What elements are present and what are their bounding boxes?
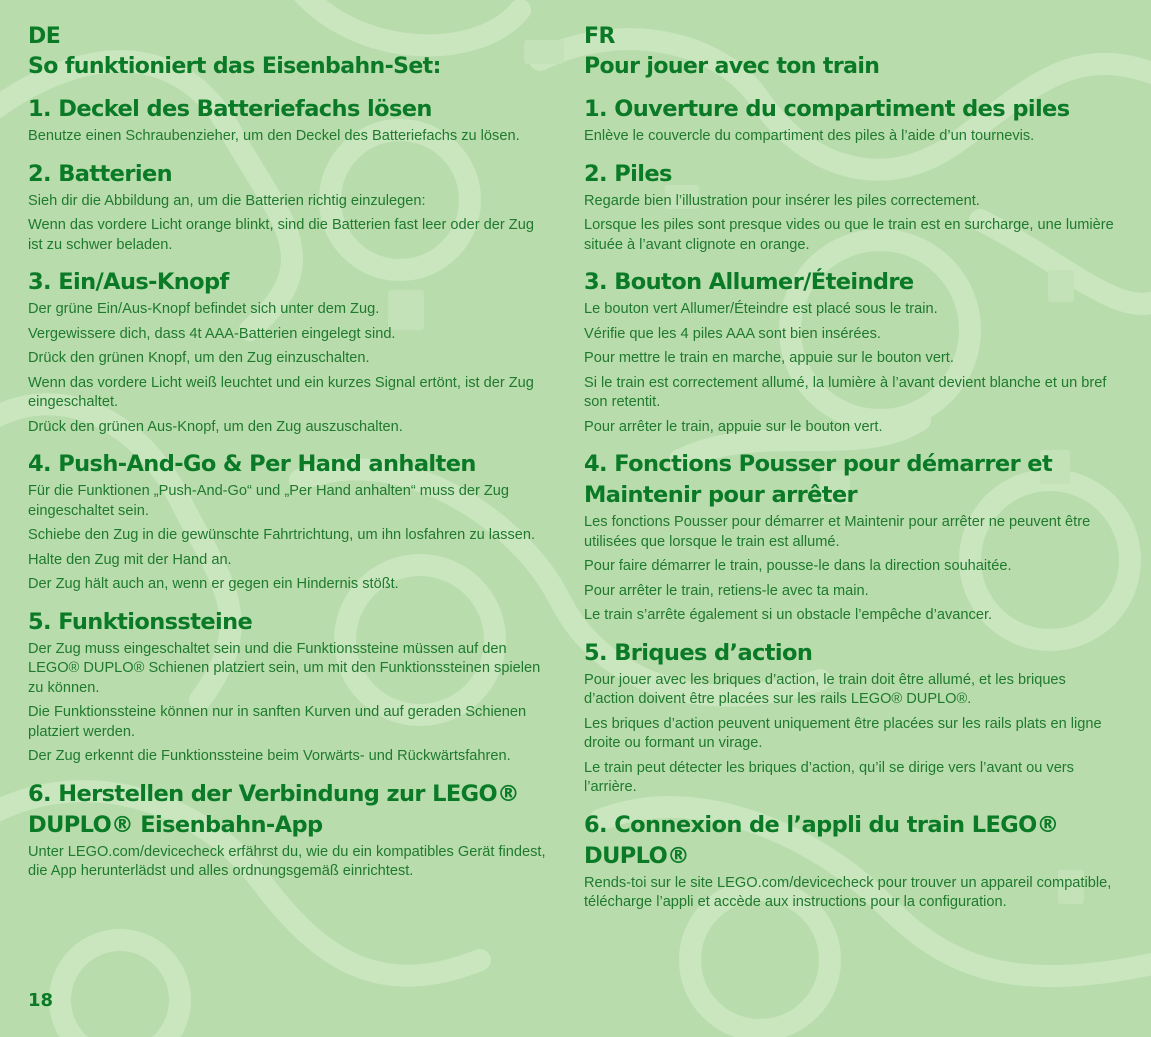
intro-heading-de: So funktioniert das Eisenbahn-Set: <box>28 54 441 79</box>
section-paragraph: Der Zug muss eingeschaltet sein und die Funktionssteine müssen auf den LEGO® DUPLO® Schienen platziert sein, um mit den Funktionssteinen spielen zu können. <box>28 640 541 696</box>
section-paragraph: Pour mettre le train en marche, appuie sur le bouton vert. <box>584 350 954 366</box>
german-column <box>28 22 548 894</box>
page-number: 18 <box>28 990 54 1011</box>
section-paragraph: Der grüne Ein/Aus-Knopf befindet sich unter dem Zug. <box>28 301 380 317</box>
section-heading: 5. Briques d’action <box>584 639 813 666</box>
section-paragraph: Der Zug erkennt die Funktionssteine beim Vorwärts- und Rückwärtsfahren. <box>28 748 511 764</box>
section-1 <box>584 94 1114 147</box>
section-3 <box>584 267 1114 437</box>
section-paragraph: Pour arrêter le train, appuie sur le bouton vert. <box>584 418 883 435</box>
section-paragraph: Le train s’arrête également si un obstacle l’empêche d’avancer. <box>584 607 993 623</box>
section-5 <box>584 638 1114 798</box>
section-heading: 5. Funktionssteine <box>28 608 253 635</box>
section-paragraph: Les briques d’action peuvent uniquement être placées sur les rails plats en ligne droite ou formant un virage. <box>584 715 1102 751</box>
section-6 <box>584 810 1114 913</box>
section-heading: 2. Piles <box>584 160 672 187</box>
section-paragraph: Wenn das vordere Licht weiß leuchtet und ein kurzes Signal ertönt, ist der Zug eingeschaltet. <box>28 374 534 410</box>
section-heading: 6. Herstellen der Verbindung zur LEGO® DUPLO® Eisenbahn-App <box>28 780 519 838</box>
section-paragraph: Unter LEGO.com/devicecheck erfährst du, wie du ein kompatibles Gerät findest, die App herunterlädst und alles ordnungsgemäß einrichtest. <box>28 843 546 879</box>
section-heading: 3. Ein/Aus-Knopf <box>28 269 229 295</box>
section-paragraph: Schiebe den Zug in die gewünschte Fahrtrichtung, um ihn losfahren zu lassen. <box>28 527 536 543</box>
section-paragraph: Le bouton vert Allumer/Éteindre est placé sous le train. <box>584 301 938 317</box>
section-heading: 2. Batterien <box>28 160 173 187</box>
de-sections <box>28 94 548 882</box>
section-paragraph: Der Zug hält auch an, wenn er gegen ein Hindernis stößt. <box>28 576 399 592</box>
section-paragraph: Lorsque les piles sont presque vides ou que le train est en surcharge, une lumière située à l’avant clignote en orange. <box>584 217 1114 253</box>
section-4 <box>584 449 1114 626</box>
section-5 <box>28 607 548 767</box>
section-paragraph: Rends-toi sur le site LEGO.com/devicecheck pour trouver un appareil compatible, télécharge l’appli et accède aux instructions pour la configuration. <box>584 874 1112 910</box>
section-heading: 1. Deckel des Batteriefachs lösen <box>28 96 432 122</box>
section-4 <box>28 449 548 595</box>
section-heading: 1. Ouverture du compartiment des piles <box>584 96 1070 122</box>
section-paragraph: Vergewissere dich, dass 4t AAA-Batterien eingelegt sind. <box>28 325 396 342</box>
section-paragraph: Die Funktionssteine können nur in sanften Kurven und auf geraden Schienen platziert werden. <box>28 704 527 740</box>
section-paragraph: Pour jouer avec les briques d’action, le train doit être allumé, et les briques d’action doivent être placées sur les rails LEGO® DUPLO®. <box>584 671 1066 707</box>
section-paragraph: Si le train est correctement allumé, la lumière à l’avant devient blanche et un bref son retentit. <box>584 374 1107 410</box>
section-paragraph: Pour faire démarrer le train, pousse-le dans la direction souhaitée. <box>584 558 1012 574</box>
section-paragraph: Benutze einen Schraubenzieher, um den Deckel des Batteriefachs zu lösen. <box>28 128 520 144</box>
section-heading: 4. Fonctions Pousser pour démarrer et Maintenir pour arrêter <box>584 451 1053 508</box>
section-paragraph: Sieh dir die Abbildung an, um die Batterien richtig einzulegen: <box>28 192 426 209</box>
section-heading: 3. Bouton Allumer/Éteindre <box>584 269 914 295</box>
section-paragraph: Drück den grünen Knopf, um den Zug einzuschalten. <box>28 350 370 366</box>
section-heading: 6. Connexion de l’appli du train LEGO® DUPLO® <box>584 811 1059 869</box>
section-paragraph: Pour arrêter le train, retiens-le avec ta main. <box>584 582 869 599</box>
section-heading: 4. Push-And-Go & Per Hand anhalten <box>28 451 476 477</box>
language-label-de: DE <box>28 24 61 49</box>
section-paragraph: Enlève le couvercle du compartiment des piles à l’aide d’un tournevis. <box>584 128 1035 144</box>
section-paragraph: Für die Funktionen „Push-And-Go“ und „Per Hand anhalten“ muss der Zug eingeschaltet sein. <box>28 483 510 519</box>
fr-sections <box>584 94 1114 913</box>
section-paragraph: Halte den Zug mit der Hand an. <box>28 551 232 568</box>
section-paragraph: Wenn das vordere Licht orange blinkt, sind die Batterien fast leer oder der Zug ist zu schwer beladen. <box>28 217 534 253</box>
section-paragraph: Vérifie que les 4 piles AAA sont bien insérées. <box>584 325 881 342</box>
section-3 <box>28 267 548 437</box>
section-6 <box>28 779 548 882</box>
section-paragraph: Regarde bien l’illustration pour insérer les piles correctement. <box>584 192 980 209</box>
section-paragraph: Le train peut détecter les briques d’action, qu’il se dirige vers l’avant ou vers l’arrière. <box>584 759 1074 795</box>
section-2 <box>584 159 1114 256</box>
intro-heading-fr: Pour jouer avec ton train <box>584 54 880 79</box>
section-paragraph: Les fonctions Pousser pour démarrer et Maintenir pour arrêter ne peuvent être utilisées que lorsque le train est allumé. <box>584 514 1091 550</box>
french-column <box>584 22 1114 925</box>
section-1 <box>28 94 548 147</box>
section-paragraph: Drück den grünen Aus-Knopf, um den Zug auszuschalten. <box>28 418 403 435</box>
section-2 <box>28 159 548 256</box>
language-label-fr: FR <box>584 24 615 49</box>
